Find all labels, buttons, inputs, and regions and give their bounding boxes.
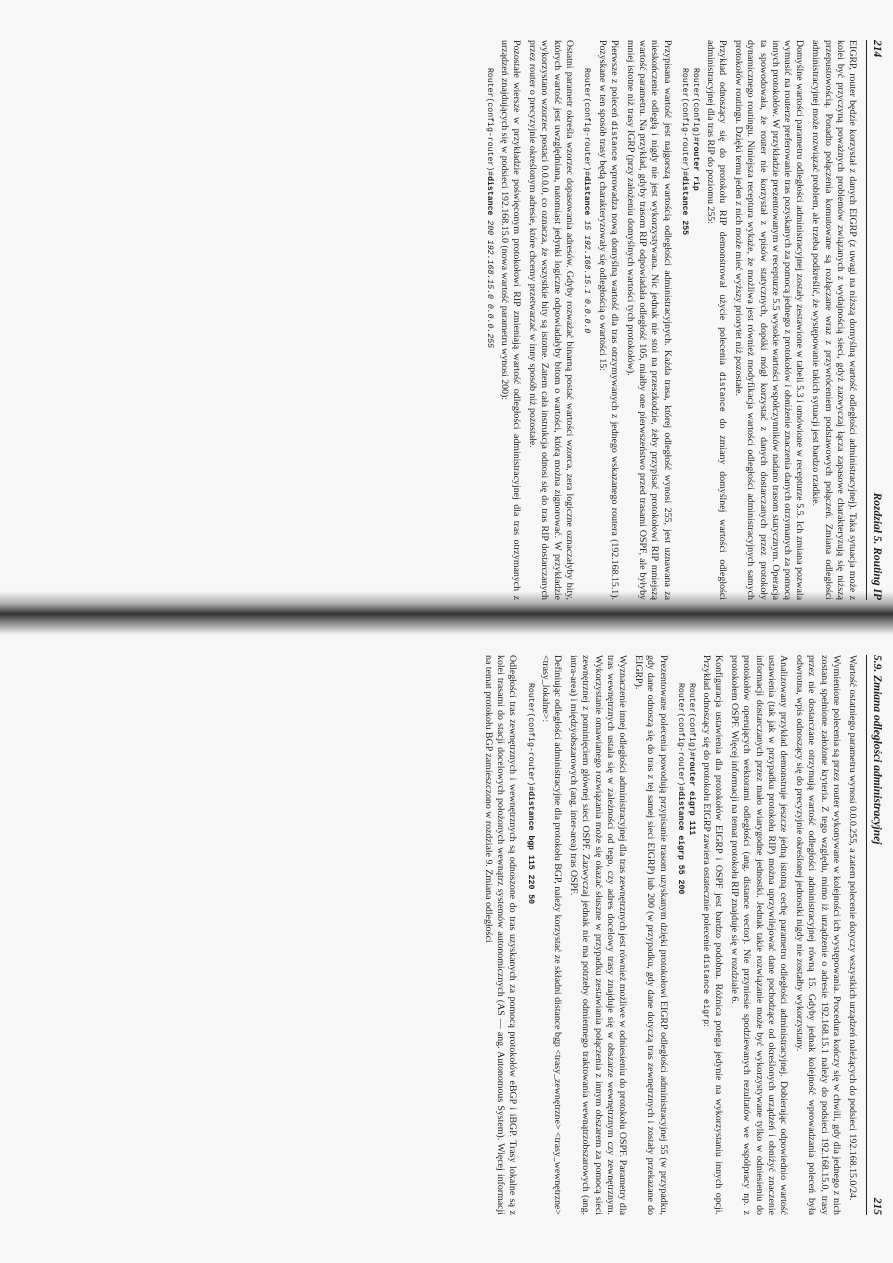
paragraph: Konfiguracja ustawienia dla protokołów EIGRP i OSPF jest bardzo podobna. Różnica polega jedynie na wykorzystaniu innych opcji. Przykład odnoszący się do protokołu EIGRP zawiera ostatecznie polecenie distance eigrp:: [700, 655, 724, 1215]
running-header: [866, 655, 883, 1215]
code-block: Router(config-router)#distance bgp 115 220 50: [525, 683, 535, 905]
right-page: [0, 655, 883, 1215]
paragraph: Pozostałe wiersze w przykładzie poświęconym protokołowi RIP zmieniają wartość odległości administracyjnej dla tras otrzymanych z urządzeń znajdujących się w podsieci 192.168.15.0 (nowa wartość parametru wynosi 200):: [498, 40, 523, 600]
code-block: Router(config)#router eigrp 111 Router(config-router)#distance eigrp 55 200: [676, 683, 696, 895]
paragraph: Odległości tras zewnętrznych i wewnętrznych są odnoszone do tras uzyskanych za pomocą protokołów eBGP i iBGP. Trasy lokalne są z kolei trasami do stacji docelowych położonych wewnątrz systemów autonomicznych (AS — ang. Autonomous System). Więcej informacji na temat protokołu BGP zamieszczono w rozdziale 9. Zmiana odległości: [482, 655, 519, 1215]
running-title: Rozdział 5. Routing IP: [871, 492, 883, 600]
paragraph: Domyślne wartości parametru odległości administracyjnej zostały zestawione w tabeli 5.3 i omówione w recepturze 5.5. Ich zmiana pozwala wymusić na routerze preferowanie tras pozyskanych za pomocą jednego z protokołów i obniżenie znaczenia danych otrzymanych za pomocą innych protokołów. W przykładzie prezentowanym w recepturze 5.5 wysokie wartości współczynników nadano trasom statycznym. Operacja ta spowodowała, że router nie korzystał z wpisów statycznych, dopóki mógł korzystać z danych dostarczanych przez protokoły dynamicznego routingu. Niniejsza receptura wykaże, że możliwa jest również modyfikacja wartości odległości administracyjnych samych protokołów routingu. Dzięki temu jeden z nich może mieć wyższy priorytet niż pozostałe.: [733, 40, 806, 600]
paragraph: Prezentowane polecenia powodują przypisanie trasom uzyskanym dzięki protokołowi EIGRP odległości administracyjnej 55 (w przypadku, gdy dane odnoszą się do tras z tej samej sieci EIGRP) lub 200 (w przypadku, gdy dane dotyczą tras zewnętrznych i zostały przekazane do EIGRP).: [633, 655, 669, 1215]
code-block: Router(config-router)#distance 15 192.168.15.1 0.0.0.0: [582, 68, 592, 334]
paragraph: Wartość ostatniego parametru wynosi 0.0.0.255, a zatem polecenie dotyczy wszystkich urządzeń należących do podsieci 192.168.15.0/24.: [847, 655, 858, 1201]
paragraph: Przykład odnoszący się do protokołu RIP demonstrował użycie polecenia distance do zmiany domyślnej wartości odległości administracyjnej dla tras RIP do poziomu 255:: [704, 40, 728, 600]
running-header: [866, 40, 883, 600]
paragraph: Analizowany przykład demonstruje jeszcze jedną istotną cechę parametru odległości administracyjnej. Dobierając odpowiednio wartość ustawienia (tak jak w przypadku protokołu RIP) można uprzywilejować dane pochodzące od określonych urządzeń i obniżyć znaczenie informacji dostarczanych przez mało wiarygodne jednostki. Jednak takie rozwiązanie może być wykorzystywane tylko w odniesieniu do protokołów operujących wektorami odległości (ang. distance vector). Nie przyniesie spodziewanych rezultatów we współpracy np. z protokołem OSPF. Więcej informacji na temat protokołu RIP znajduje się w rozdziale 6.: [729, 655, 789, 1215]
inline-code: distance: [716, 371, 727, 412]
paragraph: Przypisana wartość jest najgorszą wartością odległości administracyjnych. Każda trasa, której odległość wynosi 255, jest uznawana za nieskończenie odległą i nigdy nie jest wykorzystywana. Nic jednak nie stoi na przeszkodzie, żeby przypisać protokołowi RIP mniejszą wartość parametru. Na przykład, gdyby trasom RIP odpowiadała odległość 105, miałby one pierwszeństwo przed trasami OSPF, ale byłyby mniej istotne niż trasy IGRP (przy założeniu domyślnych wartości tych protokołów).: [624, 40, 673, 600]
paragraph: EIGRP, router będzie korzystał z danych EIGRP (z uwagi na niższą domyślną wartość odległości administracyjnej). Taka sytuacja może z kolei być przyczyną poważnych problemów związanych z wydajnością sieci, gdyż zazwyczaj łącza zapasowe charakteryzują się niższą przepustowością. Ponadto połączenia komutowane są rozłączane wraz z przywróceniem podstawowych połączeń. Zmiana odległości administracyjnej może rozwiązać problem, ale trzeba podkreślić, że występowanie takich sytuacji jest bardzo rzadkie.: [810, 40, 858, 600]
code-block: Router(config)#router rip Router(config-router)#distance 255: [680, 68, 700, 236]
paragraph: Pierwsze z poleceń distance wprowadza nową domyślną wartość dla tras otrzymywanych z jednego wskazanego routera (192.168.15.1). Pozyskane w ten sposób trasy będą charakteryzowały się odległością o wartości 15:: [596, 40, 620, 600]
page-number: 215: [871, 1197, 883, 1215]
paragraph: Ostatni parametr określa wzorzec dopasowania adresów. Gdyby rozważać binarną postać wartości wzorca, zera logiczne oznaczałyby bity, których wartość jest uwzględniana, natomiast jedynki logiczne odpowiadałyby bitom o wartości, którą można zignorować. W przykładzie wykorzystano wzorzec postaci 0.0.0.0, co oznacza, że wszystkie bity są istotne. Zatem cała instrukcja odnosi się do tras RIP dostarczanych przez router o precyzyjnie określonym adresie, które chcemy przetwarzać w inny sposób niż pozostałe.: [527, 40, 575, 600]
code-block: Router(config-router)#distance 200 192.168.15.0 0.0.0.255: [484, 68, 494, 349]
left-page: [0, 40, 883, 600]
paragraph: Wyznaczenie innej odległości administracyjnej dla tras zewnętrznych jest również możliwe w odniesieniu do protokołu OSPF. Parametry dla tras wewnętrznych ustala się w zależności od tego, czy adres docelowy trasy znajduje się w obszarze wewnętrznym czy zewnętrznym. Wykorzystanie omawianego rozwiązania może się okazać słuszne w przypadku zestawiania połączenia z innym obszarem za pomocą sieci zewnętrznej z pominięciem głównej sieci OSPF. Zazwyczaj jednak nie ma potrzeby odmiennego traktowania wewnątrzobszarowych (ang. intra-area) i międzyobszarowych (ang. inter-area) tras OSPF.: [568, 655, 628, 1215]
paragraph: Wymienione polecenia są przez router wykonywane w kolejności ich występowania. Procedura kończy się w chwili, gdy dla jednego z nich zostaną spełnione założone kryteria. Z tego względu, mimo iż urządzenie o adresie 192.168.15.1 należy do podsieci 192.168.15.0, trasy przez nie dostarczane otrzymują wartość odległości administracyjnej równą 15. Gdyby jednak kolejność wprowadzania poleceń była odwrotna, wpis odnoszący się do precyzyjnie określonej jednostki nigdy nie zostałby wykorzystany.: [794, 655, 842, 1215]
page-number: 214: [871, 40, 883, 58]
inline-code: distance eigrp: [700, 953, 711, 1025]
running-title: 5.9. Zmiana odległości administracyjnej: [871, 655, 883, 845]
inline-code: distance: [608, 120, 619, 162]
paragraph: Definiując odległości administracyjne dla protokołu BGP, należy korzystać ze składni distance bgp <trasy_zewnętrzne> <trasy_wewnętrzne> <trasy_lokalne>:: [539, 655, 563, 1215]
